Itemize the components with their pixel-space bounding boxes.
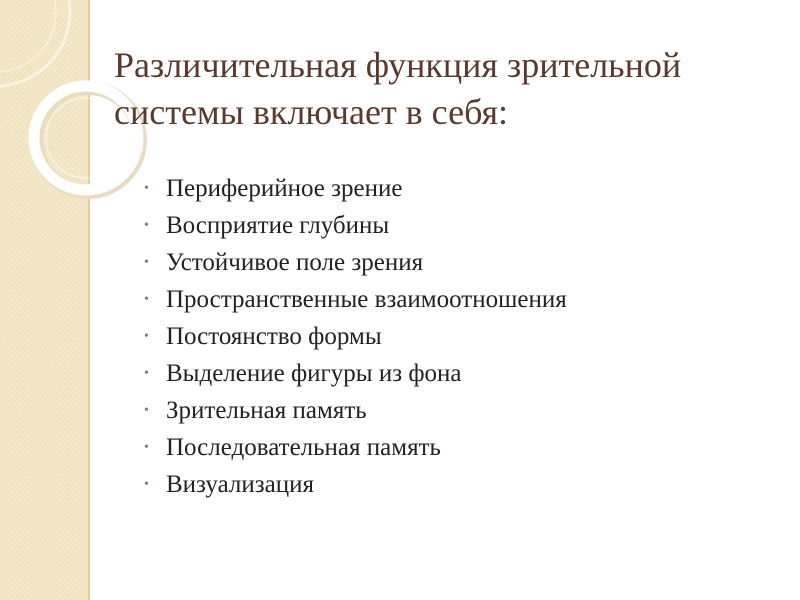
- bullet-text: Пространственные взаимоотношения: [166, 286, 567, 313]
- bullet-item: [140, 429, 567, 466]
- bullet-dot-icon: •: [144, 218, 149, 233]
- bullet-text: Устойчивое поле зрения: [166, 249, 424, 276]
- bullet-text: Визуализация: [166, 471, 314, 498]
- slide-title: Различительная функция зрительной системы включает в себя:: [114, 45, 682, 132]
- bullet-dot-icon: •: [144, 329, 149, 344]
- bullet-item: [140, 281, 567, 318]
- ring-outer: [0, 0, 70, 86]
- bullet-list: [140, 170, 567, 503]
- bullet-item: [140, 244, 567, 281]
- bullet-text: Зрительная память: [166, 397, 367, 424]
- bullet-item: [140, 355, 567, 392]
- bullet-dot-icon: •: [144, 366, 149, 381]
- bullet-dot-icon: •: [144, 255, 149, 270]
- bullet-item: [140, 170, 567, 207]
- bullet-dot-icon: •: [144, 292, 149, 307]
- bullet-text: Периферийное зрение: [166, 175, 403, 202]
- bullet-item: [140, 466, 567, 503]
- bullet-text: Выделение фигуры из фона: [166, 360, 462, 387]
- bullet-item: [140, 207, 567, 244]
- bullet-dot-icon: •: [144, 403, 149, 418]
- bullet-text: Восприятие глубины: [166, 212, 390, 239]
- bullet-text: Постоянство формы: [166, 323, 382, 350]
- bullet-dot-icon: •: [144, 181, 149, 196]
- bullet-text: Последовательная память: [166, 434, 441, 461]
- bullet-dot-icon: •: [144, 477, 149, 492]
- ring-inner: [0, 0, 56, 72]
- bullet-item: [140, 318, 567, 355]
- bullet-item: [140, 392, 567, 429]
- bullet-dot-icon: •: [144, 440, 149, 455]
